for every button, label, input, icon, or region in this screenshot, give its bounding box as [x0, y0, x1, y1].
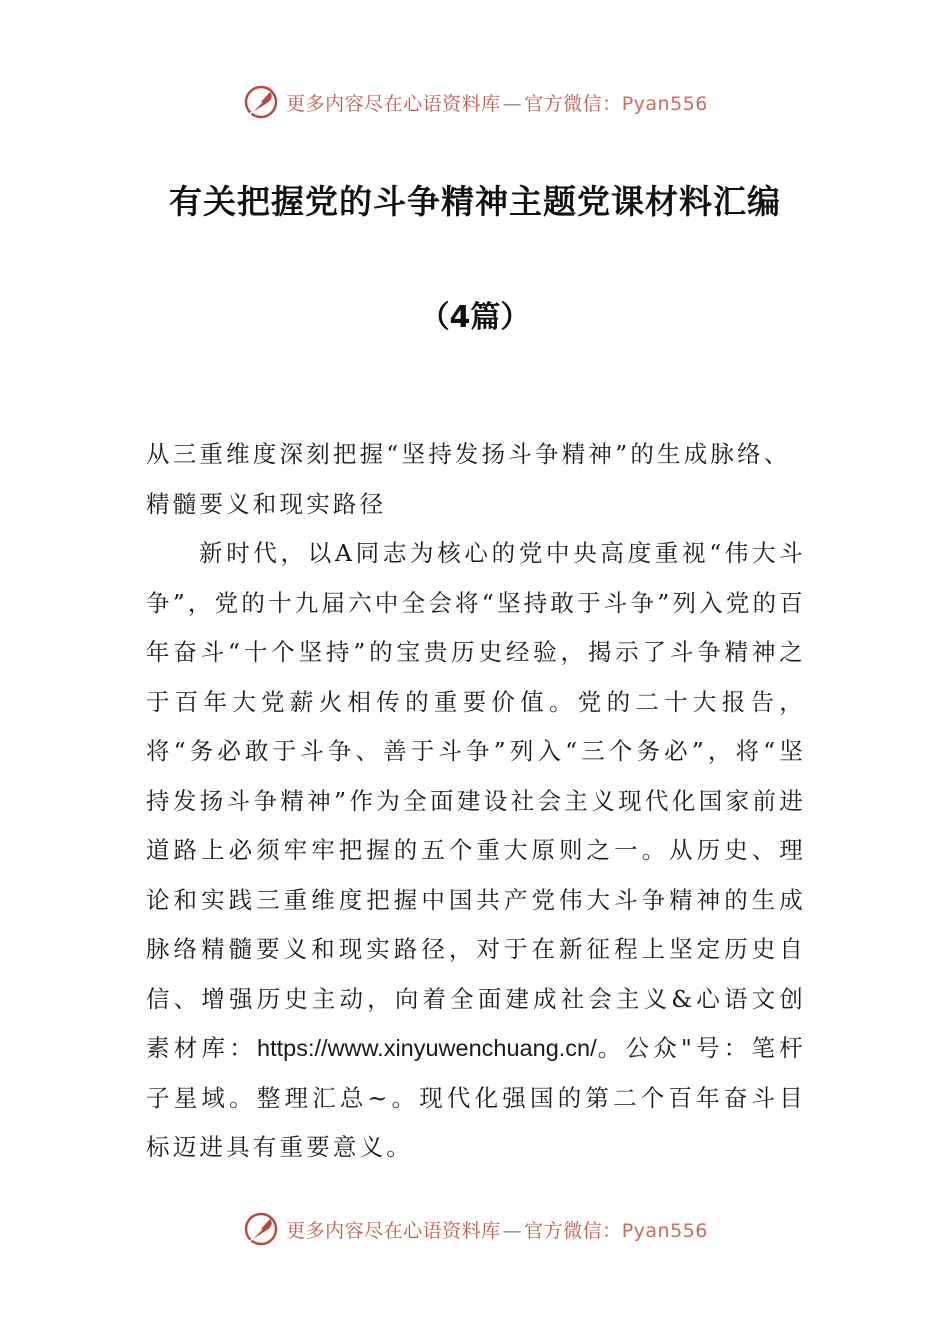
footer-watermark-banner	[0, 1207, 950, 1251]
header-watermark-banner	[0, 80, 950, 124]
footer-watermark-text: 更多内容尽在心语资料库 — 官方微信：Pyan556	[286, 1219, 708, 1242]
header-watermark-text: 更多内容尽在心语资料库 — 官方微信：Pyan556	[286, 92, 708, 115]
body-text-part2: 。公众"号：笔杆子星域。整理汇总~。现代化强国的第二个百年奋斗目标迈进具有重要意义。	[146, 1034, 806, 1161]
quill-logo-icon	[242, 1210, 280, 1248]
document-title: 有关把握党的斗争精神主题党课材料汇编	[169, 182, 781, 221]
article-content	[146, 430, 806, 1173]
article-heading: 从三重维度深刻把握“坚持发扬斗争精神”的生成脉络、精髓要义和现实路径	[146, 440, 791, 518]
body-url-link[interactable]: https://www.xinyuwenchuang.cn/	[257, 1035, 597, 1061]
document-subtitle: （4篇）	[419, 300, 531, 335]
body-text-part1: 新时代，以A同志为核心的党中央高度重视“伟大斗争”，党的十九届六中全会将“坚持敢于斗争”列入党的百年奋斗“十个坚持”的宝贵历史经验，揭示了斗争精神之于百年大党薪火相传的重要价值。党的二十大报告，将“务必敢于斗争、善于斗争”列入“三个务必”，将“坚持发扬斗争精神”作为全面建设社会主义现代化国家前进道路上必须牢牢把握的五个重大原则之一。从历史、理论和实践三重维度把握中国共产党伟大斗争精神的生成脉络精髓要义和现实路径，对于在新征程上坚定历史自信、增强历史主动，向着全面建成社会主义&心语文创素材库：	[146, 539, 806, 1062]
article-body-paragraph	[146, 529, 806, 1173]
quill-logo-icon	[242, 83, 280, 121]
